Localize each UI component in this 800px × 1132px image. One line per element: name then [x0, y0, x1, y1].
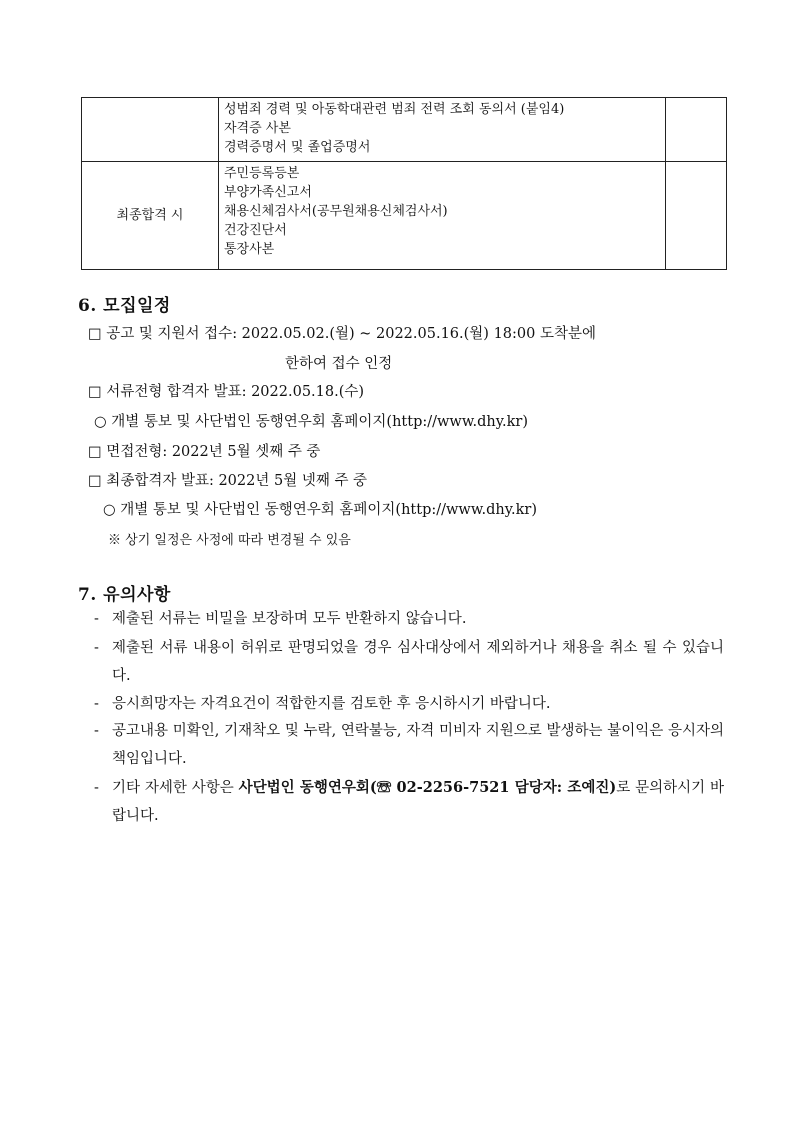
- schedule-subline: ○ 개별 통보 및 사단법인 동행연우회 홈페이지(http://www.dhy.kr): [94, 414, 529, 430]
- notice-text: [94, 774, 724, 830]
- schedule-line: □ 면접전형: 2022년 5월 셋째 주 중: [88, 444, 321, 460]
- list-item: 성범죄 경력 및 아동학대관련 범죄 전력 조회 동의서 (붙임4): [224, 102, 565, 117]
- list-item: 경력증명서 및 졸업증명서: [224, 140, 371, 155]
- dash-bullet: -: [94, 611, 99, 627]
- dash-bullet: -: [94, 780, 99, 796]
- section-heading-notice: 7. 유의사항: [78, 585, 171, 605]
- notice-item: [94, 690, 724, 718]
- notice-item-contact: [94, 774, 724, 830]
- contact-prefix: 기타 자세한 사항은: [112, 780, 239, 796]
- table-row-label: [82, 98, 219, 162]
- notice-item: [94, 605, 724, 633]
- schedule-note: ※ 상기 일정은 사정에 따라 변경될 수 있음: [108, 533, 351, 548]
- document-list: [219, 162, 666, 270]
- list-item: 통장사본: [224, 242, 275, 257]
- dash-bullet: -: [94, 696, 99, 712]
- list-item: 자격증 사본: [224, 121, 291, 136]
- table-row: [82, 162, 727, 270]
- notice-text: 제출된 서류 내용이 허위로 판명되었을 경우 심사대상에서 제외하거나 채용을 취소 될 수 있습니다.: [112, 640, 724, 684]
- schedule-line: 한하여 접수 인정: [285, 356, 393, 372]
- table-row: [82, 98, 727, 162]
- contact-suffix: 로 문의하시기 바랍니다.: [112, 780, 724, 824]
- list-item: 부양가족신고서: [224, 185, 312, 200]
- notice-text: 응시희망자는 자격요건이 적합한지를 검토한 후 응시하시기 바랍니다.: [112, 696, 551, 712]
- required-documents-table: [81, 97, 727, 270]
- table-row-label: 최종합격 시: [82, 162, 219, 270]
- list-item: 주민등록등본: [224, 166, 300, 181]
- notice-item: [94, 634, 724, 690]
- schedule-subline: ○ 개별 통보 및 사단법인 동행연우회 홈페이지(http://www.dhy.kr): [103, 502, 538, 518]
- section-heading-schedule: 6. 모집일정: [78, 296, 171, 316]
- list-item: 건강진단서: [224, 223, 287, 238]
- list-item: 채용신체검사서(공무원채용신체검사서): [224, 204, 448, 219]
- phone-icon: ☏: [376, 779, 392, 796]
- schedule-line: □ 서류전형 합격자 발표: 2022.05.18.(수): [88, 384, 365, 400]
- dash-bullet: -: [94, 723, 99, 739]
- notice-text: 공고내용 미확인, 기재착오 및 누락, 연락불능, 자격 미비자 지원으로 발생하는 불이익은 응시자의 책임입니다.: [112, 723, 724, 767]
- contact-phone: 02-2256-7521 담당자: 조예진): [391, 779, 617, 796]
- notice-item: [94, 717, 724, 773]
- notice-text: 제출된 서류는 비밀을 보장하며 모두 반환하지 않습니다.: [112, 611, 467, 627]
- contact-org: 사단법인 동행연우회(: [238, 779, 377, 796]
- checkbox-cell: [666, 162, 727, 270]
- checkbox-cell: [666, 98, 727, 162]
- schedule-line: □ 최종합격자 발표: 2022년 5월 넷째 주 중: [88, 473, 368, 489]
- dash-bullet: -: [94, 640, 99, 656]
- document-list: [219, 98, 666, 162]
- schedule-line: □ 공고 및 지원서 접수: 2022.05.02.(월) ~ 2022.05.16.(월) 18:00 도착분에: [88, 326, 596, 342]
